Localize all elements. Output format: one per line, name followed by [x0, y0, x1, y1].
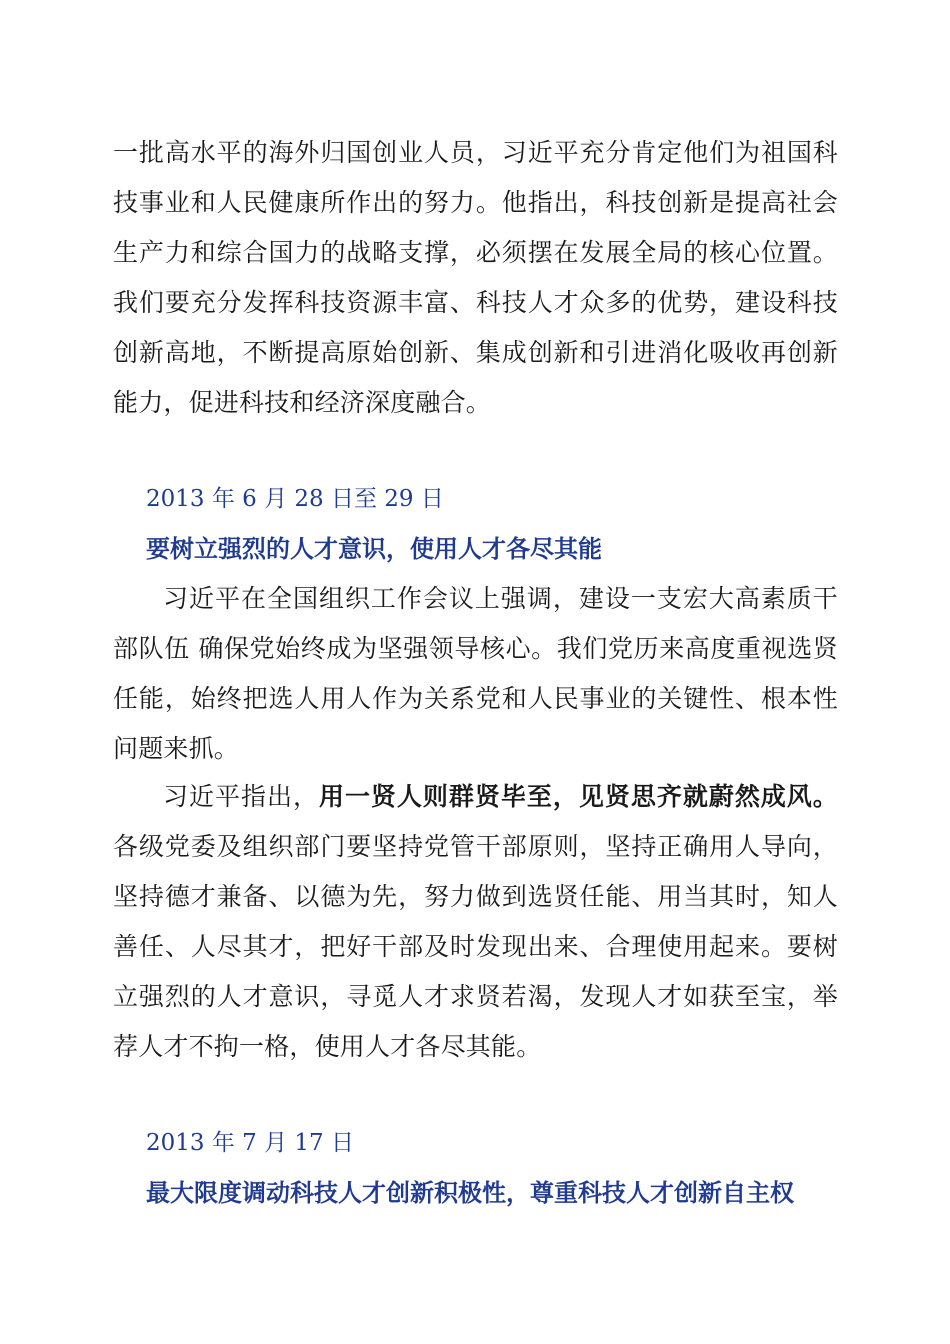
section1-heading: 要树立强烈的人才意识，使用人才各尽其能: [146, 535, 602, 563]
paragraph2-prefix: 习近平指出，: [163, 782, 319, 811]
section1-paragraph2: [113, 772, 838, 1072]
section1-paragraph1: 习近平在全国组织工作会议上强调，建设一支宏大高素质干部队伍 确保党始终成为坚强领导核心。我们党历来高度重视选贤任能，始终把选人用人作为关系党和人民事业的关键性、根本性问题来抓。: [113, 584, 838, 763]
paragraph2-rest: 各级党委及组织部门要坚持党管干部原则，坚持正确用人导向，坚持德才兼备、以德为先，努力做到选贤任能、用当其时，知人善任、人尽其才，把好干部及时发现出来、合理使用起来。要树立强烈的人才意识，寻觅人才求贤若渴，发现人才如获至宝，举荐人才不拘一格，使用人才各尽其能。: [113, 832, 838, 1061]
section2-heading: 最大限度调动科技人才创新积极性，尊重科技人才创新自主权: [146, 1179, 794, 1207]
section2-date: 2013 年 7 月 17 日: [146, 1130, 354, 1156]
intro-paragraph: 一批高水平的海外归国创业人员，习近平充分肯定他们为祖国科技事业和人民健康所作出的努力。他指出，科技创新是提高社会生产力和综合国力的战略支撑，必须摆在发展全局的核心位置。我们要充分发挥科技资源丰富、科技人才众多的优势，建设科技创新高地，不断提高原始创新、集成创新和引进消化吸收再创新能力，促进科技和经济深度融合。: [113, 138, 838, 417]
section1-date: 2013 年 6 月 28 日至 29 日: [146, 486, 444, 512]
paragraph2-bold-quote: 用一贤人则群贤毕至，见贤思齐就蔚然成风。: [318, 782, 838, 811]
